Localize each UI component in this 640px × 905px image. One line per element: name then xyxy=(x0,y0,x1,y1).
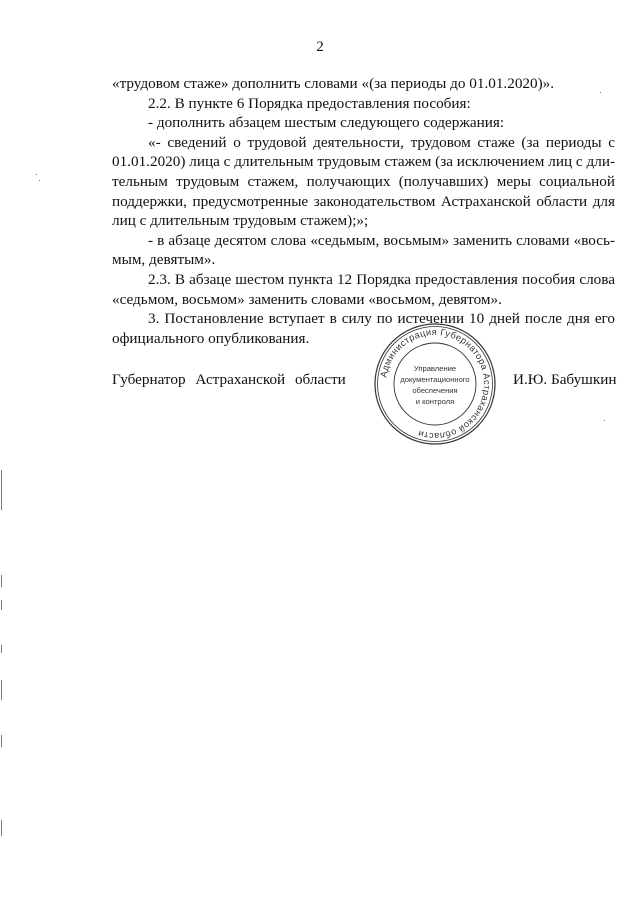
text-line: 2.2. В пункте 6 Порядка предоставления пособия: xyxy=(148,94,471,112)
scan-artifact xyxy=(1,645,2,653)
page-number: 2 xyxy=(316,39,324,55)
svg-text:Администрация Губернатора Астр xyxy=(378,327,492,441)
seal-center-line: Управление xyxy=(413,364,457,373)
scan-artifact xyxy=(1,470,2,510)
seal-ring-text: Администрация Губернатора Астраханской области xyxy=(378,326,493,442)
text-line: - дополнить абзацем шестым следующего содержания: xyxy=(148,114,505,132)
text-line: «седьмом, восьмом» заменить словами «восьмом, девятом». xyxy=(112,290,502,308)
scan-artifact xyxy=(1,735,2,747)
scan-artifact xyxy=(1,680,2,700)
scan-speck xyxy=(36,174,37,175)
scan-speck xyxy=(39,180,40,181)
text-line: 01.01.2020) лица с длительным трудовым стажем (за исключением лиц с дли- xyxy=(112,153,615,171)
seal-center-line: и контроля xyxy=(415,397,455,406)
official-seal xyxy=(373,322,497,446)
text-line: «трудовом стаже» дополнить словами «(за периоды до 01.01.2020)». xyxy=(112,75,555,92)
text-line: 3. Постановление вступает в силу по истечении 10 дней после дня его xyxy=(148,310,615,328)
signatory-name: И.Ю. Бабушкин xyxy=(513,371,617,388)
scan-artifact xyxy=(1,600,2,610)
text-line: поддержки, предусмотренные законодательством Астраханской области для xyxy=(112,192,615,210)
seal-center-line: документационного xyxy=(400,375,470,384)
document-body xyxy=(112,74,615,348)
text-line: лиц с длительным трудовым стажем);»; xyxy=(112,212,369,230)
scan-speck xyxy=(600,92,601,93)
text-line: «- сведений о трудовой деятельности, трудовом стаже (за периоды с xyxy=(148,133,615,151)
text-line: 2.3. В абзаце шестом пункта 12 Порядка предоставления пособия слова xyxy=(148,270,615,288)
text-line: мым, девятым». xyxy=(112,251,216,269)
scan-artifact xyxy=(1,820,2,836)
text-line: - в абзаце десятом слова «седьмым, восьмым» заменить словами «вось- xyxy=(148,231,615,249)
seal-center-line: обеспечения xyxy=(412,386,458,395)
text-line: тельным трудовым стажем, получающих (получавших) меры социальной xyxy=(112,172,615,190)
signatory-position: Губернатор Астраханской области xyxy=(112,371,346,388)
text-line: официального опубликования. xyxy=(112,329,310,347)
scan-artifact xyxy=(1,575,2,587)
scan-speck xyxy=(604,420,605,421)
